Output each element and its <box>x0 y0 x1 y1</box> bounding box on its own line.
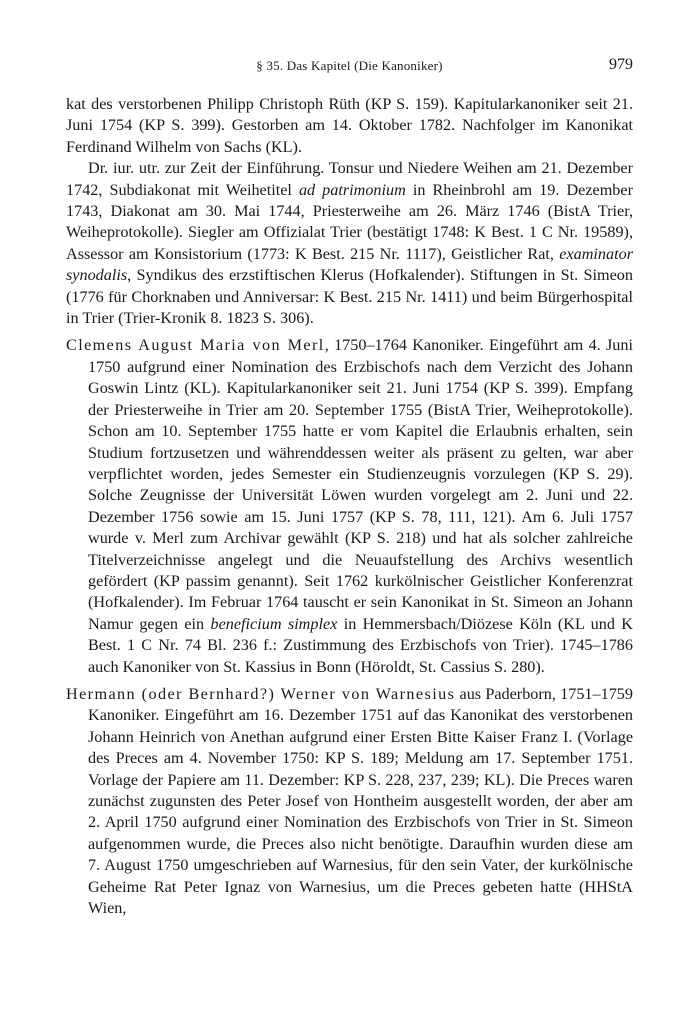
text-run: in Rheinbrohl am 19. Dezember 1743, Diakonat am 30. Mai 1744, Priesterweihe am 26. März 1746 (BistA Trier, Weiheprotokolle). Siegler am Offizialat Trier (bestätigt 1748: K Best. 1 C Nr. 19589), Assessor am Konsistorium (1773: K Best. 215 Nr. 1117), Geistlicher Rat, <box>66 180 633 263</box>
entry-warnesius <box>66 684 633 919</box>
continuation-paragraph: kat des verstorbenen Philipp Christoph Rüth (KP S. 159). Kapitularkanoniker seit 21. Juni 1754 (KP S. 399). Gestorben am 14. Oktober 1782. Nachfolger im Kanonikat Ferdinand Wilhelm von Sachs (KL). <box>66 95 633 156</box>
page-header <box>66 56 633 76</box>
italic-term: beneficium simplex <box>210 614 338 633</box>
italic-term: ad patrimonium <box>298 180 406 199</box>
entry-merl <box>66 335 633 678</box>
running-head: § 35. Das Kapitel (Die Kanoniker) <box>256 58 443 73</box>
body-text <box>66 94 633 919</box>
ordination-paragraph <box>66 158 633 329</box>
text-run: in Hemmersbach/Diözese Köln (KL und K Best. 1 C Nr. 74 Bl. 236 f.: Zustimmung des Erzbischofs von Trier). 1745–1786 auch Kanoniker von St. Kassius in Bonn (Höroldt, St. Cassius S. 280). <box>88 614 633 676</box>
entry-name: Hermann (oder Bernhard?) Werner von Warnesius <box>66 684 456 703</box>
text-run: aus Paderborn, 1751–1759 Kanoniker. Eingeführt am 16. Dezember 1751 auf das Kanonikat des verstorbenen Johann Heinrich von Anethan aufgrund einer Ersten Bitte Kaiser Franz I. (Vorlage des Preces am 4. November 1750: KP S. 189; Meldung am 17. September 1751. Vorlage der Papiere am 11. Dezember: KP S. 228, 237, 239; KL). Die Preces waren zunächst zugunsten des Peter Josef von Hontheim ausgestellt worden, der aber am 2. April 1750 aufgrund einer Nomination des Erzbischofs von Trier in St. Simeon aufgenommen wurde, die Preces also nicht benötigte. Daraufhin wurden diese am 7. August 1750 umgeschrieben auf Warnesius, für den sein Vater, der kurkölnische Geheime Rat Peter Ignaz von Warnesius, um die Preces gebeten hatte (HHStA Wien, <box>88 684 633 918</box>
text-run: , 1750–1764 Kanoniker. Eingeführt am 4. Juni 1750 aufgrund einer Nomination des Erzbischofs nach dem Verzicht des Johann Goswin Lintz (KL). Kapitularkanoniker seit 21. Juni 1754 (KP S. 399). Empfang der Priesterweihe in Trier am 20. September 1755 (BistA Trier, Weiheprotokolle). Schon am 10. September 1755 hatte er vom Kapitel die Erlaubnis erhalten, sein Studium fortzusetzen und währenddessen weiter als präsent zu gelten, war aber verpflichtet worden, jedes Semester ein Studienzeugnis vorzulegen (KP S. 29). Solche Zeugnisse der Universität Löwen wurden vorgelegt am 2. Juni und 22. Dezember 1756 sowie am 15. Juni 1757 (KP S. 78, 111, 121). Am 6. Juli 1757 wurde v. Merl zum Archivar gewählt (KP S. 218) und hat als solcher zahlreiche Titelverzeichnisse angelegt und die Neuaufstellung des Archivs wesentlich gefördert (KP passim genannt). Seit 1762 kurkölnischer Geistlicher Konferenzrat (Hofkalender). Im Februar 1764 tauscht er sein Kanonikat in St. Simeon an Johann Namur gegen ein <box>88 336 633 633</box>
italic-term: examinator synodalis <box>66 244 633 285</box>
page-number: 979 <box>609 56 633 73</box>
text-run: Dr. iur. utr. zur Zeit der Einführung. Tonsur und Niedere Weihen am 21. Dezember 1742, Subdiakonat mit Weihetitel <box>66 159 633 199</box>
text-run: , Syndikus des erzstiftischen Klerus (Hofkalender). Stiftungen in St. Simeon (1776 für Chorknaben und Anniversar: K Best. 215 Nr. 1411) und beim Bürgerhospital in Trier (Trier-Kronik 8. 1823 S. 306). <box>66 266 633 328</box>
entry-name: Clemens August Maria von Merl <box>66 336 325 355</box>
